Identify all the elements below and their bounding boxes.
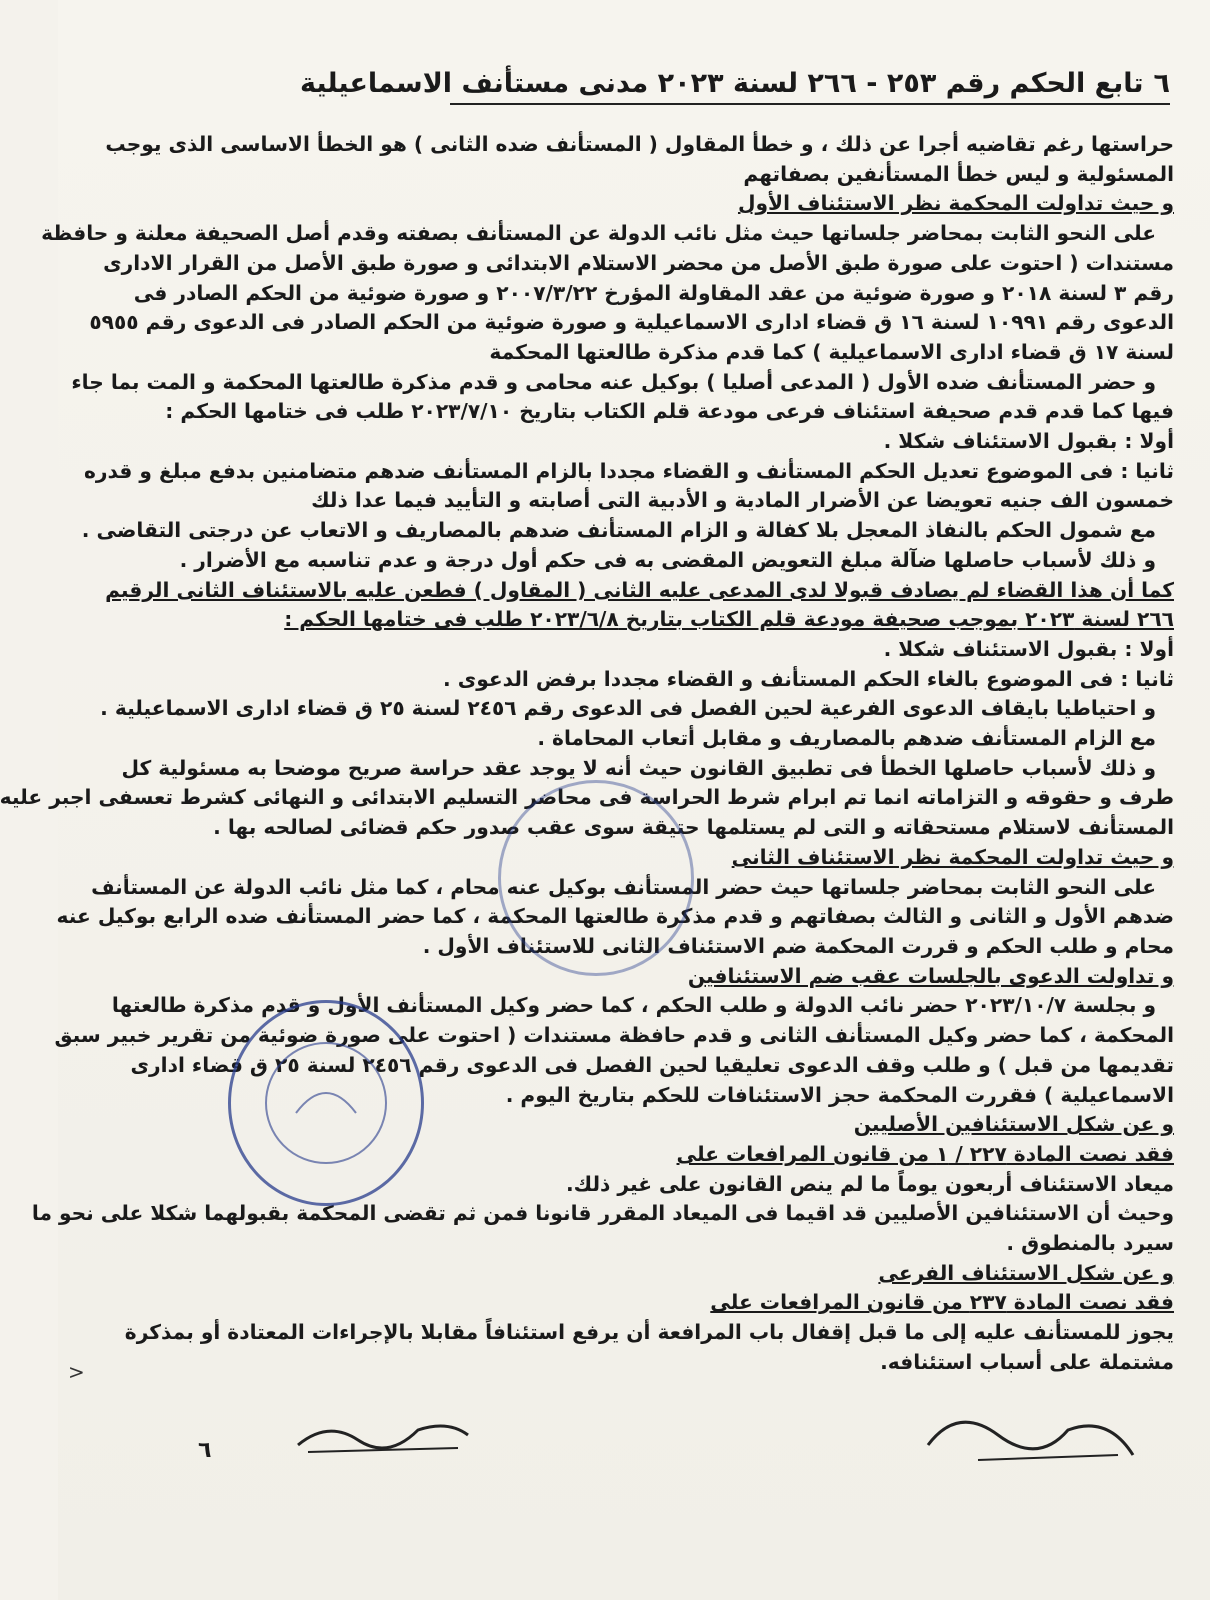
text-line: و احتياطيا بايقاف الدعوى الفرعية لحين الفصل فى الدعوى رقم ٢٤٥٦ لسنة ٢٥ ق قضاء ادارى الاسماعيلية .	[100, 696, 1156, 721]
text-line: الاسماعيلية ) فقررت المحكمة حجز الاستئنافات للحكم بتاريخ اليوم .	[505, 1082, 1174, 1107]
page-number: ٦	[198, 1438, 212, 1463]
text-line: تقديمها من قبل ) و طلب وقف الدعوى تعليقيا لحين الفصل فى الدعوى رقم ٢٤٥٦ لسنة ٢٥ ق قضاء ادارى	[130, 1052, 1174, 1077]
text-line: مع شمول الحكم بالنفاذ المعجل بلا كفالة و الزام المستأنف ضدهم بالمصاريف و الاتعاب عن درجتى التقاضى .	[81, 518, 1156, 543]
signature-right-icon	[918, 1395, 1148, 1475]
text-line: و ذلك لأسباب حاصلها الخطأ فى تطبيق القانون حيث أنه لا يوجد عقد حراسة صريح موضحا به مسئولية كل	[121, 755, 1156, 780]
text-line: محام و طلب الحكم و قررت المحكمة ضم الاستئناف الثانى للاستئناف الأول .	[422, 933, 1174, 958]
text-line: و ذلك لأسباب حاصلها ضآلة مبلغ التعويض المقضى به فى حكم أول درجة و عدم تناسبه مع الأضرار .	[179, 547, 1156, 572]
text-line: على النحو الثابت بمحاضر جلساتها حيث مثل نائب الدولة عن المستأنف بصفته وقدم أصل الصحيفة معلنة و حافظة	[41, 221, 1156, 246]
text-line: كما أن هذا القضاء لم يصادف قبولا لدى المدعى عليه الثانى ( المقاول ) فطعن عليه بالاستئناف الثانى الرقيم	[105, 577, 1174, 602]
court-stamp-icon	[498, 780, 694, 976]
section-heading: و عن شكل الاستئناف الفرعى	[878, 1260, 1174, 1285]
text-line: ٢٦٦ لسنة ٢٠٢٣ بموجب صحيفة مودعة قلم الكتاب بتاريخ ٢٠٢٣/٦/٨ طلب فى ختامها الحكم :	[284, 607, 1174, 632]
section-heading: و حيث تداولت المحكمة نظر الاستئناف الثانى	[731, 844, 1174, 869]
text-line: ثانيا : فى الموضوع تعديل الحكم المستأنف و القضاء مجددا بالزام المستأنف ضدهم متضامنين بدفع مبلغ و قدره	[83, 458, 1174, 483]
text-line: مستندات ( احتوت على صورة طبق الأصل من محضر الاستلام الابتدائى و صورة طبق الأصل من القرار الادارى	[103, 250, 1174, 275]
text-line: المستأنف لاستلام مستحقاته و التى لم يستلمها حتيقة سوى عقب صدور حكم قضائى لصالحه بها .	[213, 815, 1174, 840]
text-line: على النحو الثابت بمحاضر جلساتها حيث حضر المستأنف بوكيل عنه محام ، كما مثل نائب الدولة عن المستأنف	[91, 874, 1156, 899]
text-line: مع الزام المستأنف ضدهم بالمصاريف و مقابل أتعاب المحاماة .	[537, 726, 1156, 751]
text-line: مشتملة على أسباب استئنافه.	[880, 1349, 1174, 1374]
text-line: المحكمة ، كما حضر وكيل المستأنف الثانى و قدم حافظة مستندات ( احتوت على صورة ضوئية من تقرير خبير سبق	[54, 1023, 1174, 1048]
section-heading: فقد نصت المادة ٢٣٧ من قانون المرافعات على	[710, 1290, 1174, 1315]
margin-mark-icon: <	[68, 1360, 85, 1384]
section-heading: و حيث تداولت المحكمة نظر الاستئناف الأول	[737, 191, 1174, 216]
text-line: خمسون الف جنيه تعويضا عن الأضرار المادية و الأدبية التى أصابته و التأييد فيما عدا ذلك	[311, 488, 1174, 513]
text-line: وحيث أن الاستئنافين الأصليين قد اقيما فى الميعاد المقرر قانونا فمن ثم تقضى المحكمة بقبولهما شكلا على نحو ما	[31, 1201, 1174, 1226]
text-line: المسئولية و ليس خطأ المستأنفين بصفاتهم	[743, 161, 1174, 186]
text-line: ضدهم الأول و الثانى و الثالث بصفاتهم و قدم مذكرة طالعتها المحكمة ، كما حضر المستأنف ضده الرابع بوكيل عنه	[56, 904, 1174, 929]
text-line: طرف و حقوقه و التزاماته انما تم ابرام شرط الحراسة فى محاضر التسليم الابتدائى و النهائى كشرط تعسفى اجبر عليه	[0, 785, 1174, 810]
text-line: و بجلسة ٢٠٢٣/١٠/٧ حضر نائب الدولة و طلب الحكم ، كما حضر وكيل المستأنف الأول و قدم مذكرة طالعتها	[111, 993, 1156, 1018]
text-line: أولا : بقبول الاستئناف شكلا .	[883, 429, 1174, 454]
text-line: أولا : بقبول الاستئناف شكلا .	[883, 636, 1174, 661]
text-line: حراستها رغم تقاضيه أجرا عن ذلك ، و خطأ المقاول ( المستأنف ضده الثانى ) هو الخطأ الاساسى الذى يوجب	[105, 132, 1174, 156]
blue-seal-icon	[228, 1000, 424, 1206]
section-heading: و تداولت الدعوى بالجلسات عقب ضم الاستئنافين	[687, 963, 1174, 988]
text-line: لسنة ١٧ ق قضاء ادارى الاسماعيلية ) كما قدم مذكرة طالعتها المحكمة	[489, 339, 1174, 364]
section-heading: و عن شكل الاستئنافين الأصليين	[853, 1112, 1174, 1137]
text-line: رقم ٣ لسنة ٢٠١٨ و صورة ضوئية من عقد المقاولة المؤرخ ٢٠٠٧/٣/٢٢ و صورة ضوئية من الحكم الصادر فى	[133, 280, 1174, 305]
text-line: ثانيا : فى الموضوع بالغاء الحكم المستأنف و القضاء مجددا برفض الدعوى .	[443, 666, 1174, 691]
text-line: و حضر المستأنف ضده الأول ( المدعى أصليا ) بوكيل عنه محامى و قدم مذكرة طالعتها المحكمة و المت بما جاء	[71, 369, 1156, 394]
text-line: ميعاد الاستئناف أربعون يوماً ما لم ينص القانون على غير ذلك.	[565, 1171, 1174, 1196]
text-line: سيرد بالمنطوق .	[1006, 1231, 1174, 1256]
page-header	[300, 68, 1170, 105]
text-line: يجوز للمستأنف عليه إلى ما قبل إقفال باب المرافعة أن يرفع استئنافاً مقابلا بالإجراءات المعتادة أو بمذكرة	[124, 1320, 1174, 1345]
section-heading: فقد نصت المادة ٢٢٧ / ١ من قانون المرافعات على	[676, 1141, 1174, 1166]
signature-left-icon	[288, 1400, 478, 1460]
text-line: الدعوى رقم ١٠٩٩١ لسنة ١٦ ق قضاء ادارى الاسماعيلية و صورة ضوئية من الحكم الصادر فى الدعوى رقم ٥٩٥٥	[89, 310, 1174, 335]
header-page-number: ٦	[1153, 68, 1170, 99]
header-title: تابع الحكم رقم ٢٥٣ - ٢٦٦ لسنة ٢٠٢٣ مدنى مستأنف الاسماعيلية	[300, 68, 1144, 99]
text-line: فيها كما قدم قدم صحيفة استئناف فرعى مودعة قلم الكتاب بتاريخ ٢٠٢٣/٧/١٠ طلب فى ختامها الحكم :	[165, 399, 1174, 424]
